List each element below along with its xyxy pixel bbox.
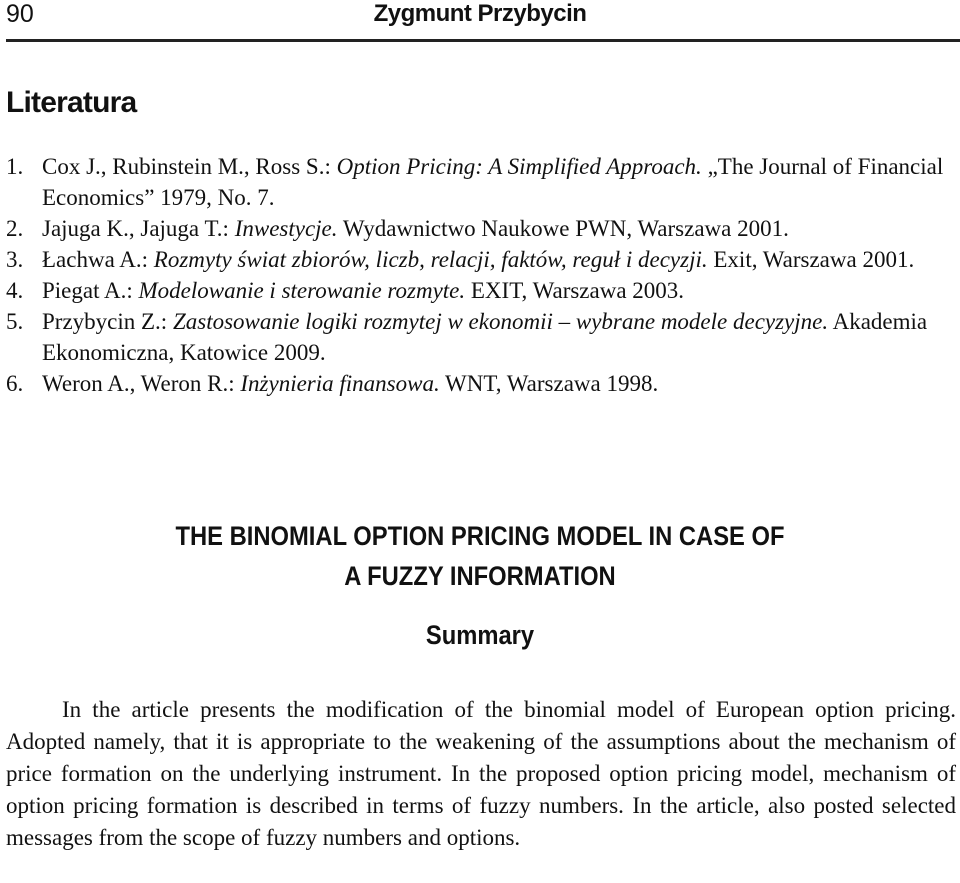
reference-number: 2. <box>6 216 24 241</box>
reference-publication: Wydawnictwo Naukowe PWN, Warszawa 2001. <box>337 216 789 241</box>
reference-publication: Exit, Warszawa 2001. <box>707 247 915 272</box>
reference-number: 3. <box>6 247 24 272</box>
reference-item <box>6 306 956 368</box>
reference-item <box>6 244 956 275</box>
reference-title: Inżynieria finansowa. <box>240 371 440 396</box>
summary-paragraph: In the article presents the modification of the binomial model of European option pricing. Adopted namely, that it is appropriate to the weakening of the assumptions about the mechanism of price formation on the underlying instrument. In the proposed option pricing model, mechanism of option pricing formation is described in terms of fuzzy numbers. In the article, also posted selected messages from the scope of fuzzy numbers and options. <box>6 697 956 850</box>
reference-number: 5. <box>6 309 24 334</box>
reference-authors: Przybycin Z.: <box>42 309 173 334</box>
reference-title: Inwestycje. <box>234 216 338 241</box>
running-author: Zygmunt Przybycin <box>373 0 587 27</box>
reference-item <box>6 275 956 306</box>
section-title: Literatura <box>6 86 137 119</box>
reference-authors: Piegat A.: <box>42 278 139 303</box>
reference-list <box>6 151 956 399</box>
reference-authors: Weron A., Weron R.: <box>42 371 241 396</box>
reference-authors: Jajuga K., Jajuga T.: <box>42 216 235 241</box>
reference-item <box>6 151 956 213</box>
reference-item <box>6 213 956 244</box>
reference-title: Option Pricing: A Simplified Approach. <box>336 154 702 179</box>
summary-heading: Summary <box>425 620 535 650</box>
reference-title: Modelowanie i sterowanie rozmyte. <box>138 278 466 303</box>
reference-title: Rozmyty świat zbiorów, liczb, relacji, faktów, reguł i decyzji. <box>153 247 708 272</box>
english-title <box>58 516 903 596</box>
reference-title: Zastosowanie logiki rozmytej w ekonomii – wybrane modele decyzyjne. <box>172 309 829 334</box>
reference-publication: „The Journal of Financial Economics” 1979, No. 7. <box>42 154 944 210</box>
page-number: 90 <box>6 0 34 28</box>
reference-publication: WNT, Warszawa 1998. <box>439 371 659 396</box>
english-title-line-2: A FUZZY INFORMATION <box>344 561 616 591</box>
reference-authors: Cox J., Rubinstein M., Ross S.: <box>42 154 337 179</box>
reference-authors: Łachwa A.: <box>42 247 154 272</box>
reference-number: 1. <box>6 154 24 179</box>
header-rule <box>6 39 960 42</box>
english-title-line-1: THE BINOMIAL OPTION PRICING MODEL IN CASE OF <box>175 521 785 551</box>
running-header <box>0 0 960 44</box>
reference-publication: Akademia Ekonomiczna, Katowice 2009. <box>42 309 928 365</box>
reference-publication: EXIT, Warszawa 2003. <box>465 278 685 303</box>
reference-number: 6. <box>6 371 24 396</box>
reference-item <box>6 368 956 399</box>
reference-number: 4. <box>6 278 24 303</box>
